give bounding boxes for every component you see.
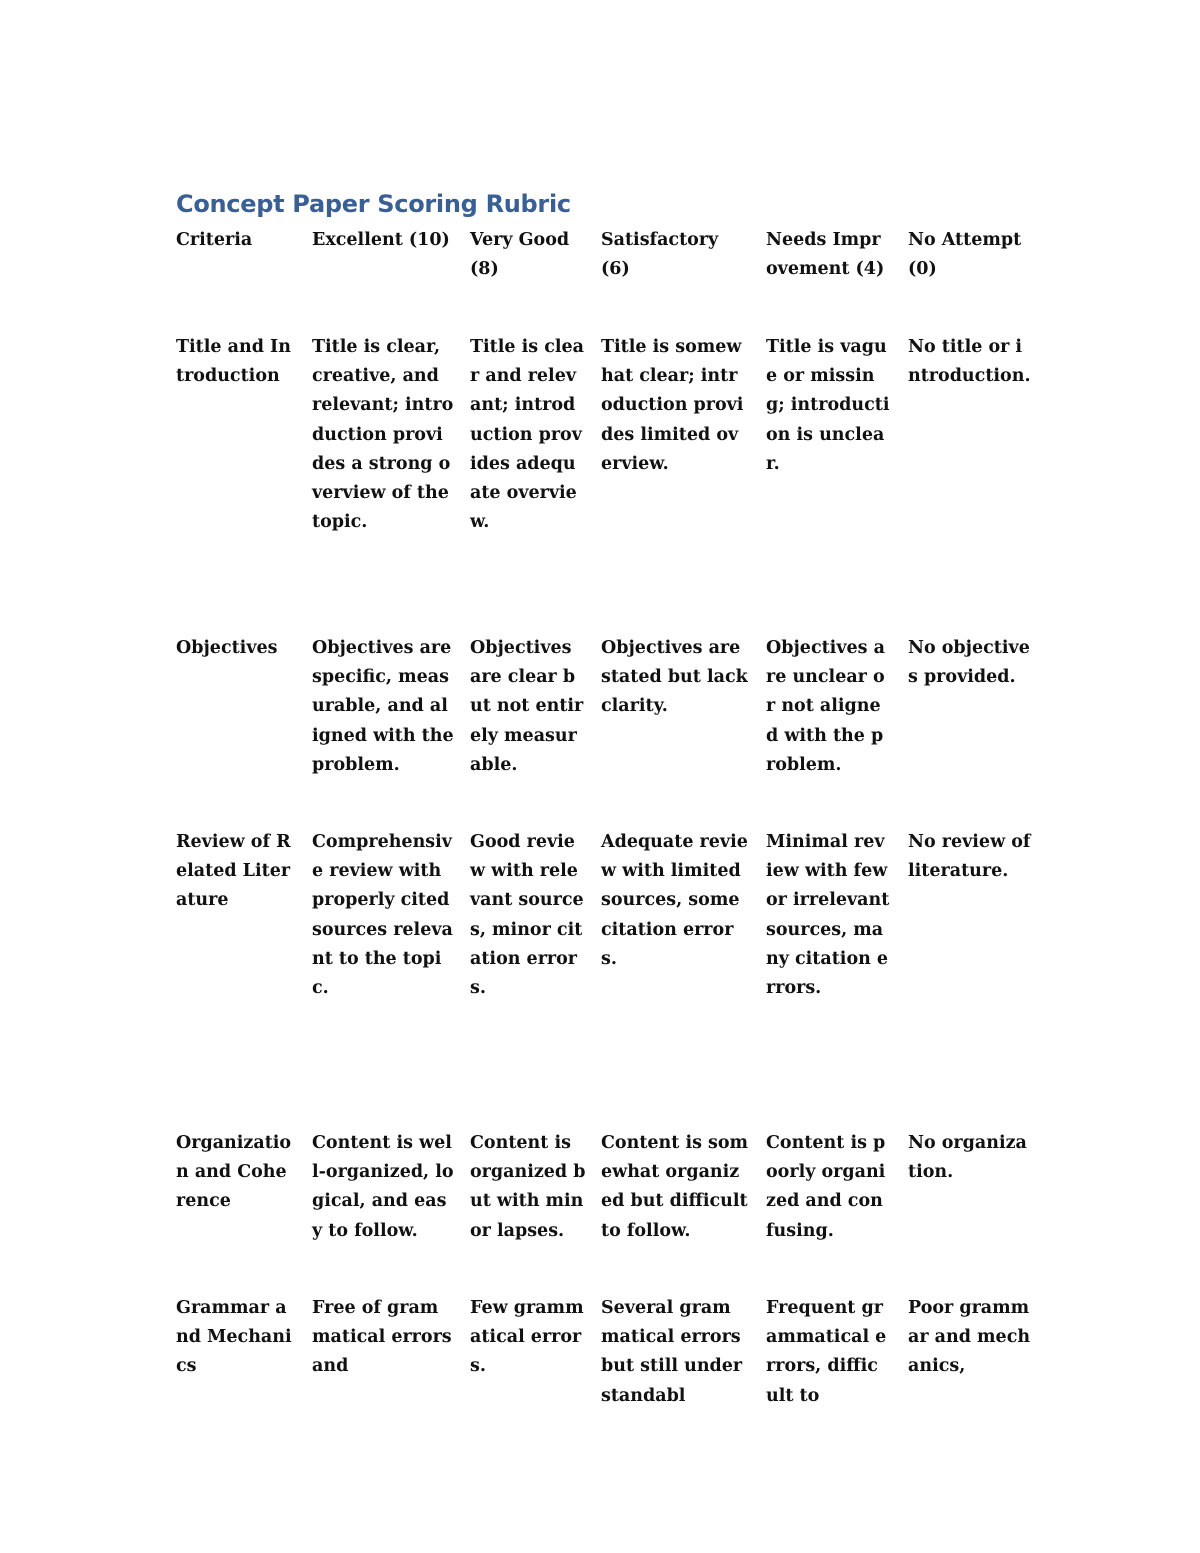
table-cell: Objectives are unclear or not aligned with the problem. [766,638,885,775]
criteria-cell: Objectives [176,638,278,658]
page-title: Concept Paper Scoring Rubric [176,190,571,218]
table-cell: No title or introduction. [908,337,1031,387]
table-cell: Few grammatical errors. [470,1298,584,1377]
table-cell: No review of literature. [908,832,1031,882]
table-cell: No objectives provided. [908,638,1030,688]
table-cell: Good review with relevant sources, minor citation errors. [470,832,584,999]
table-cell: Comprehensive review with properly cited sources relevant to the topic. [312,832,453,999]
table-cell: Frequent grammatical errors, difficult to [766,1298,887,1406]
table-cell: No organization. [908,1133,1027,1183]
table-cell: Objectives are specific, measurable, and aligned with the problem. [312,638,454,775]
table-cell: Several grammatical errors but still understandabl [601,1298,743,1406]
criteria-cell: Title and Introduction [176,337,291,387]
table-cell: Objectives are clear but not entirely measurable. [470,638,584,775]
table-cell: Poor grammar and mechanics, [908,1298,1031,1377]
header-excellent: Excellent (10) [312,230,450,250]
header-satisfactory: Satisfactory (6) [601,230,719,280]
header-needs-improvement: Needs Improvement (4) [766,230,885,280]
criteria-cell: Organization and Coherence [176,1133,292,1212]
table-cell: Title is clear and relevant; introduction provides adequate overview. [470,337,584,533]
criteria-cell: Review of Related Literature [176,832,291,911]
table-cell: Title is clear, creative, and relevant; introduction provides a strong overview of the topic. [312,337,454,533]
table-cell: Objectives are stated but lack clarity. [601,638,748,717]
criteria-cell: Grammar and Mechanics [176,1298,292,1377]
table-cell: Content is well-organized, logical, and easy to follow. [312,1133,454,1241]
table-cell: Content is organized but with minor lapses. [470,1133,586,1241]
table-cell: Title is vague or missing; introduction is unclear. [766,337,890,474]
table-cell: Adequate review with limited sources, some citation errors. [601,832,748,969]
header-criteria: Criteria [176,230,253,250]
header-no-attempt: No Attempt (0) [908,230,1022,280]
header-very-good: Very Good (8) [470,230,570,280]
table-cell: Minimal review with few or irrelevant sources, many citation errors. [766,832,890,999]
table-cell: Content is poorly organized and confusing. [766,1133,886,1241]
table-cell: Content is somewhat organized but difficult to follow. [601,1133,749,1241]
table-cell: Free of grammatical errors and [312,1298,452,1377]
table-cell: Title is somewhat clear; introduction provides limited overview. [601,337,744,474]
